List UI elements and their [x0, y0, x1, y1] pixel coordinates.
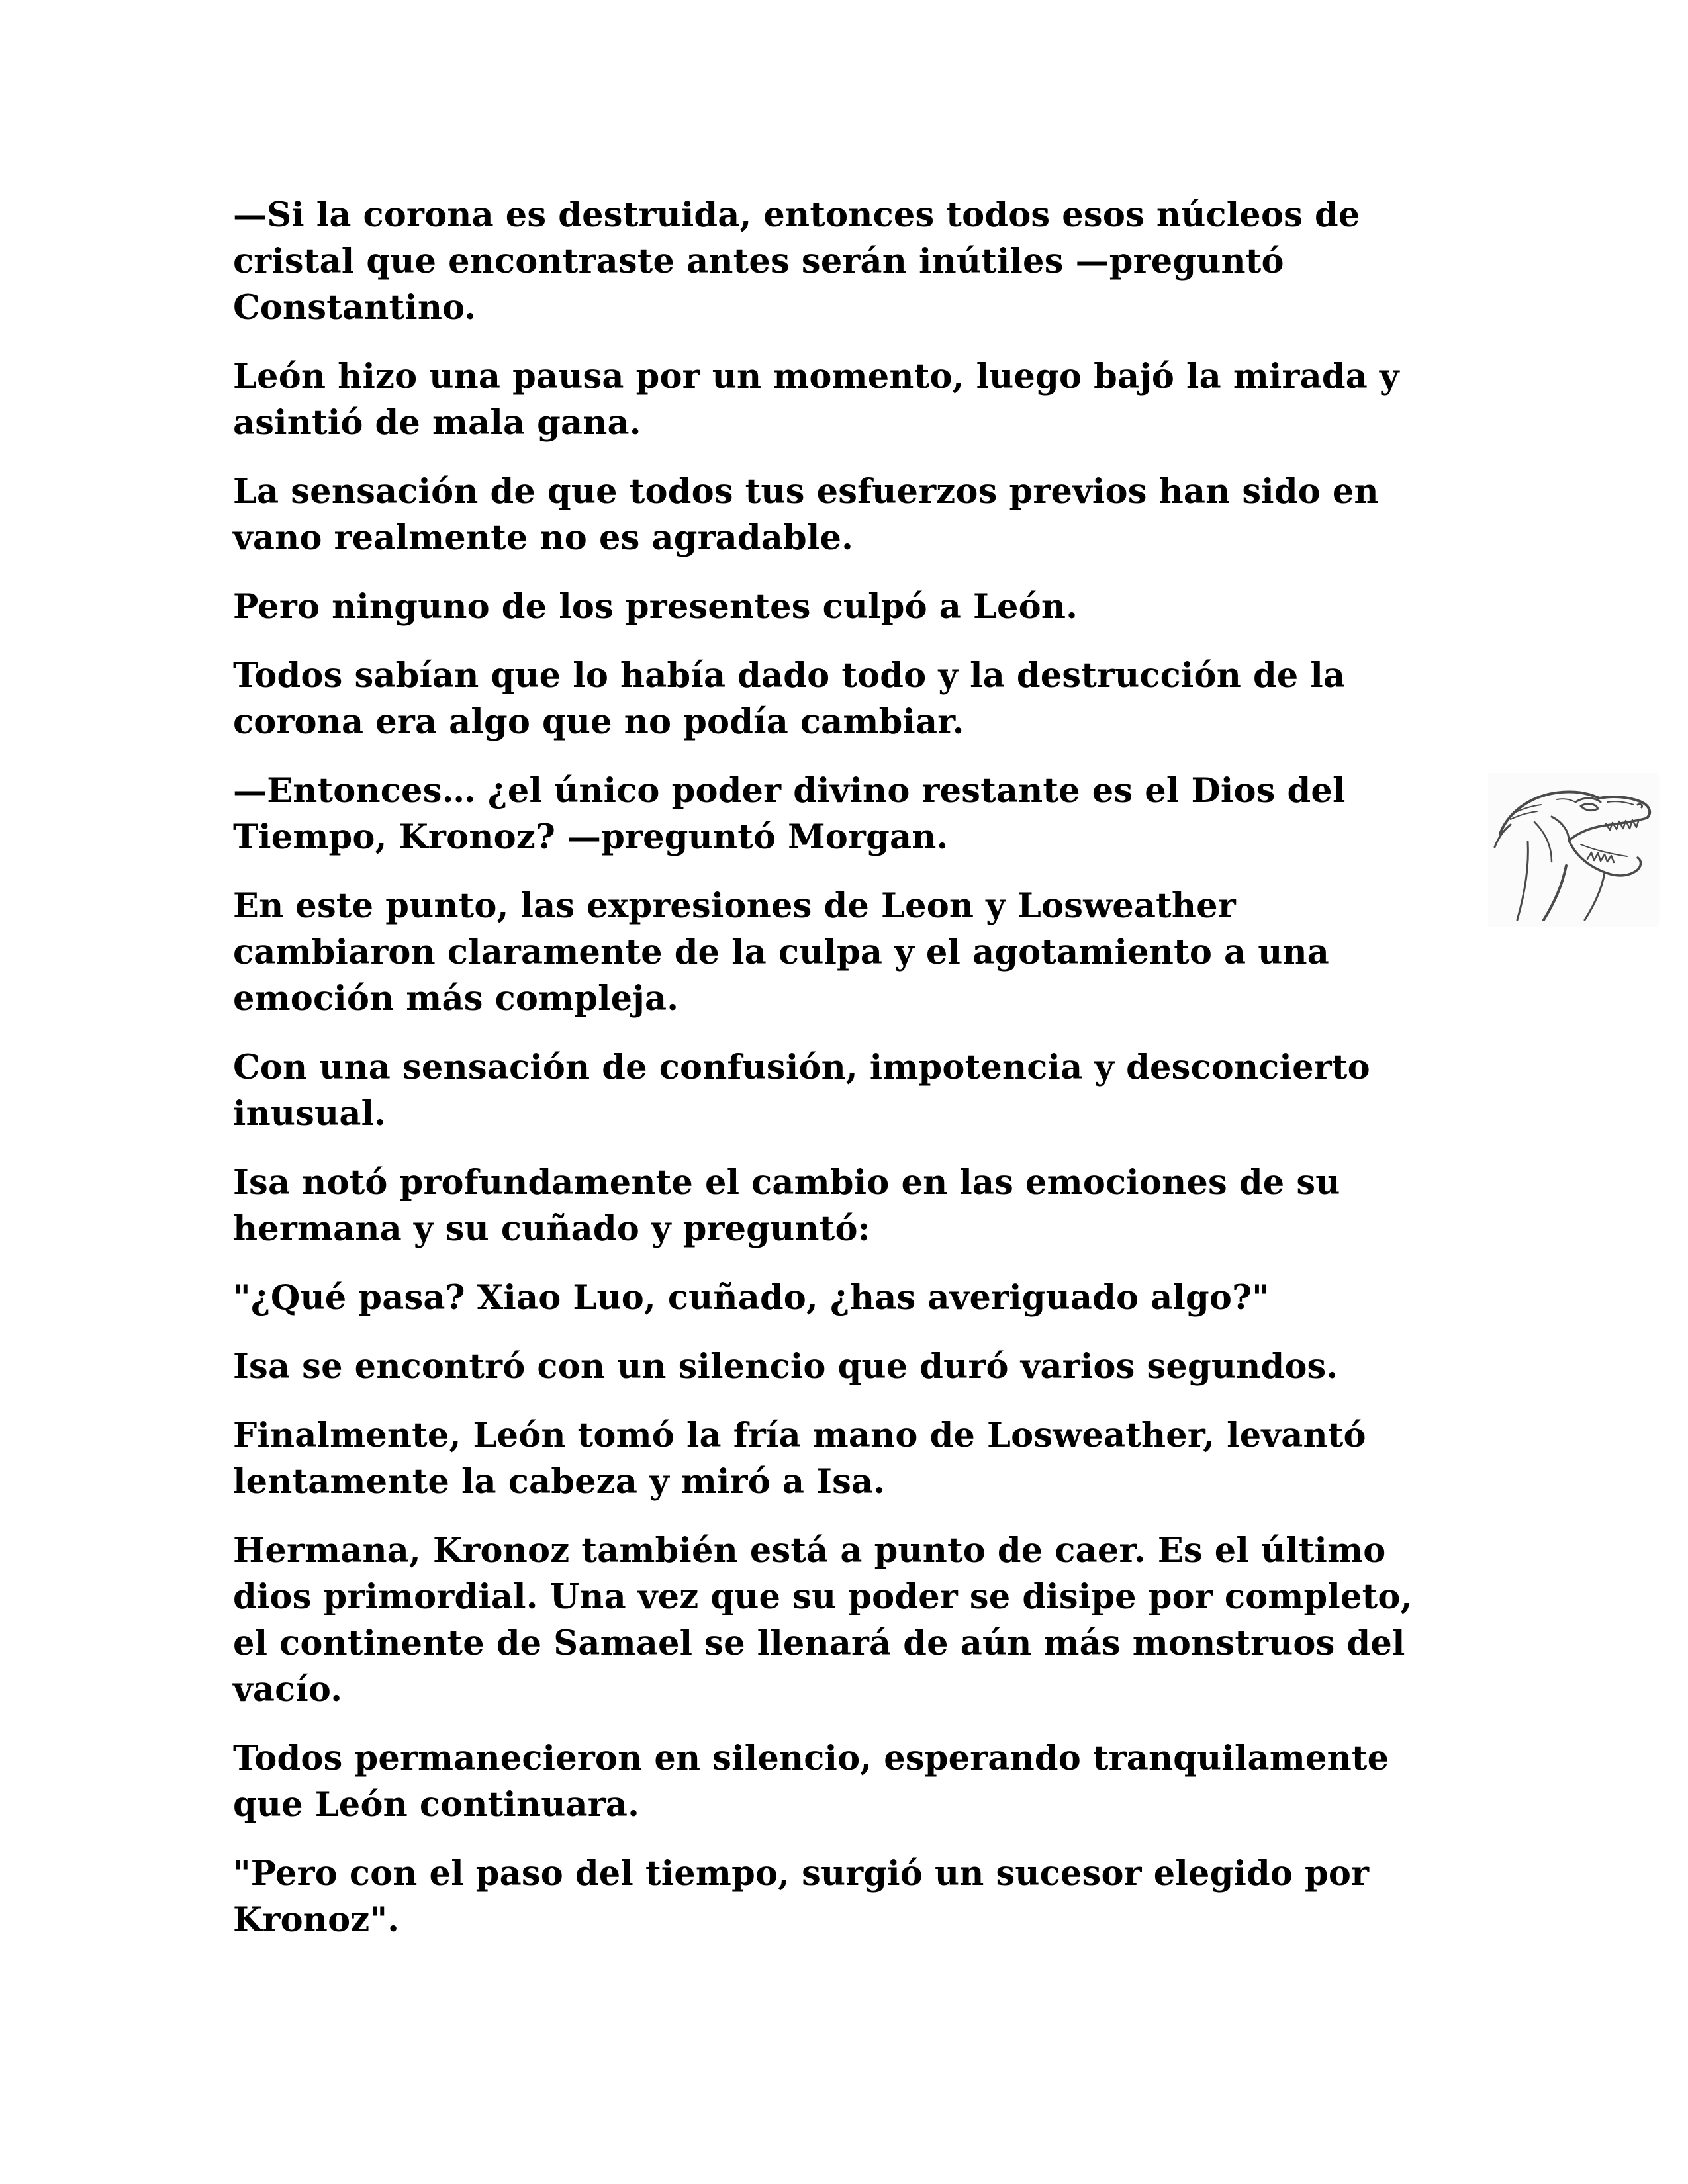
paragraph: Todos sabían que lo había dado todo y la destrucción de la corona era algo que no podía cambiar. — [233, 656, 1346, 742]
paragraph: La sensación de que todos tus esfuerzos previos han sido en vano realmente no es agradable. — [233, 472, 1379, 558]
paragraph: "Pero con el paso del tiempo, surgió un sucesor elegido por Kronoz". — [233, 1854, 1370, 1940]
paragraph: —Entonces… ¿el único poder divino restante es el Dios del Tiempo, Kronoz? —preguntó Morgan. — [233, 771, 1346, 857]
paragraph: Hermana, Kronoz también está a punto de caer. Es el último dios primordial. Una vez que su poder se disipe por completo, el continente de Samael se llenará de aún más monstruos del vacío. — [233, 1531, 1413, 1709]
document-body — [233, 192, 1444, 1966]
paragraph: Todos permanecieron en silencio, esperando tranquilamente que León continuara. — [233, 1739, 1389, 1825]
paragraph: Finalmente, León tomó la fría mano de Losweather, levantó lentamente la cabeza y miró a Isa. — [233, 1416, 1366, 1502]
paragraph: León hizo una pausa por un momento, luego bajó la mirada y asintió de mala gana. — [233, 357, 1399, 443]
dinosaur-head-sketch-icon — [1488, 773, 1659, 927]
paragraph: Con una sensación de confusión, impotencia y desconcierto inusual. — [233, 1048, 1370, 1134]
paragraph: "¿Qué pasa? Xiao Luo, cuñado, ¿has averiguado algo?" — [233, 1278, 1270, 1318]
paragraph: —Si la corona es destruida, entonces todos esos núcleos de cristal que encontraste antes serán inútiles —preguntó Constantino. — [233, 195, 1360, 328]
paragraph: Isa notó profundamente el cambio en las emociones de su hermana y su cuñado y preguntó: — [233, 1163, 1340, 1249]
paragraph: En este punto, las expresiones de Leon y Losweather cambiaron claramente de la culpa y el agotamiento a una emoción más compleja. — [233, 886, 1329, 1019]
paragraph: Pero ninguno de los presentes culpó a León. — [233, 587, 1078, 627]
paragraph: Isa se encontró con un silencio que duró varios segundos. — [233, 1347, 1338, 1387]
